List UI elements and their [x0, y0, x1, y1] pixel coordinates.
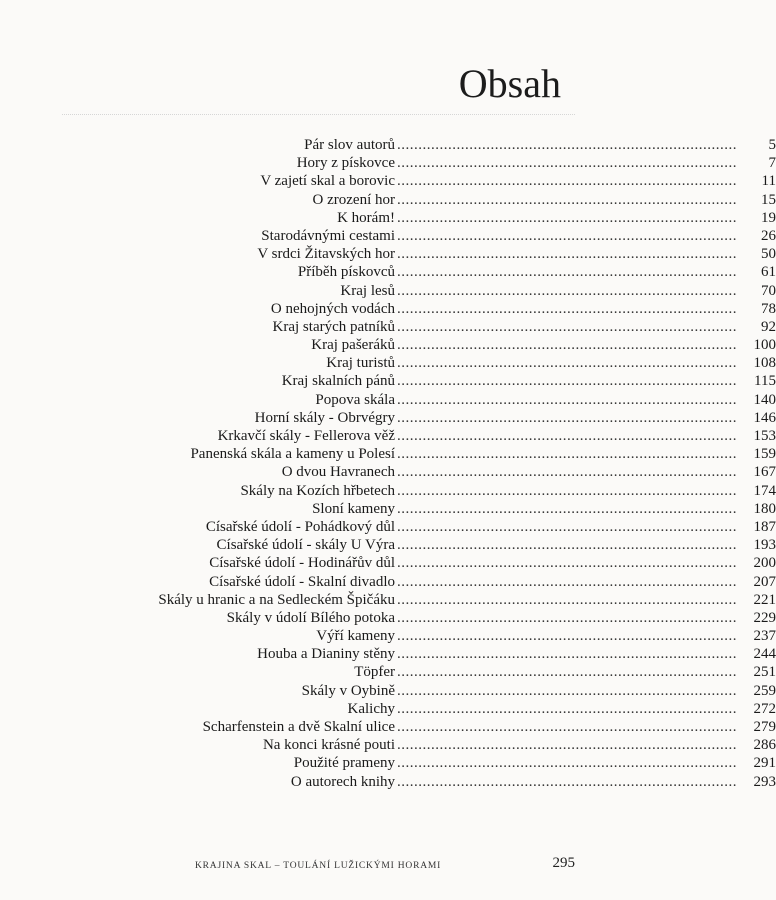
toc-entry-page: 78 [761, 300, 776, 317]
toc-entry-title: Na konci krásné pouti [262, 737, 395, 754]
table-of-contents [0, 136, 776, 791]
toc-entry[interactable] [0, 536, 776, 554]
toc-entry-page: 159 [753, 446, 776, 463]
page-number: 295 [552, 855, 575, 871]
toc-leader-dots: ................................................................................ [397, 373, 737, 390]
toc-entry[interactable] [0, 354, 776, 372]
toc-entry[interactable] [0, 445, 776, 463]
toc-entry[interactable] [0, 573, 776, 591]
toc-entry-title: Příběh pískovců [297, 264, 395, 281]
toc-entry-title: Skály u hranic a na Sedleckém Špičáku [158, 591, 395, 608]
toc-entry[interactable] [0, 318, 776, 336]
toc-entry[interactable] [0, 391, 776, 409]
toc-entry-page: 237 [753, 628, 776, 645]
title-divider [62, 114, 575, 115]
toc-leader-dots: ................................................................................ [397, 282, 737, 299]
toc-entry-title: Kraj starých patníků [272, 318, 395, 335]
toc-leader-dots: ................................................................................ [397, 609, 737, 626]
toc-leader-dots: ................................................................................ [397, 191, 737, 208]
toc-entry-page: 70 [761, 282, 776, 299]
toc-entry-title: V zajetí skal a borovic [260, 173, 395, 190]
toc-entry-title: Pár slov autorů [304, 137, 395, 153]
toc-leader-dots: ................................................................................ [397, 155, 737, 172]
toc-entry[interactable] [0, 754, 776, 772]
toc-entry[interactable] [0, 409, 776, 427]
toc-entry-page: 207 [753, 573, 776, 590]
toc-entry-title: Popova skála [315, 391, 395, 408]
toc-entry[interactable] [0, 645, 776, 663]
toc-entry[interactable] [0, 554, 776, 572]
toc-entry-page: 100 [753, 337, 776, 354]
toc-entry-title: K horám! [337, 209, 395, 226]
toc-entry[interactable] [0, 372, 776, 390]
toc-entry[interactable] [0, 663, 776, 681]
toc-entry-page: 200 [753, 555, 776, 572]
toc-entry-page: 279 [753, 719, 776, 735]
toc-leader-dots: ................................................................................ [397, 446, 737, 463]
toc-entry-title: Starodávnými cestami [261, 227, 395, 244]
toc-entry-page: 26 [761, 227, 776, 244]
toc-entry[interactable] [0, 245, 776, 263]
toc-entry-title: Kraj lesů [340, 282, 395, 299]
toc-leader-dots: ................................................................................ [397, 209, 737, 226]
toc-entry-title: Císařské údolí - Skalní divadlo [209, 573, 395, 590]
toc-leader-dots: ................................................................................ [397, 719, 737, 735]
toc-leader-dots: ................................................................................ [397, 646, 737, 663]
toc-entry-page: 167 [753, 464, 776, 481]
toc-entry[interactable] [0, 282, 776, 300]
toc-entry-page: 187 [753, 518, 776, 535]
toc-entry-title: Scharfenstein a dvě Skalní ulice [202, 719, 395, 735]
toc-leader-dots: ................................................................................ [397, 682, 737, 699]
toc-leader-dots: ................................................................................ [397, 173, 737, 190]
page-title: Obsah [458, 61, 561, 106]
toc-entry-title: Sloní kameny [312, 500, 395, 517]
toc-entry-page: 180 [753, 500, 776, 517]
toc-entry-title: Panenská skála a kameny u Polesí [190, 446, 395, 463]
toc-entry[interactable] [0, 700, 776, 718]
toc-entry-title: O dvou Havranech [281, 464, 395, 481]
toc-leader-dots: ................................................................................ [397, 500, 737, 517]
toc-entry-page: 92 [761, 318, 776, 335]
running-footer: KRAJINA SKAL – TOULÁNÍ LUŽICKÝMI HORAMI [195, 861, 442, 871]
toc-leader-dots: ................................................................................ [397, 137, 737, 153]
toc-entry[interactable] [0, 482, 776, 500]
toc-leader-dots: ................................................................................ [397, 773, 737, 790]
toc-entry-page: 11 [761, 173, 776, 190]
toc-entry[interactable] [0, 500, 776, 518]
toc-entry-title: Krkavčí skály - Fellerova věž [217, 428, 395, 444]
toc-entry-page: 272 [753, 700, 776, 717]
toc-entry-title: Kraj pašeráků [311, 337, 395, 354]
toc-entry[interactable] [0, 136, 776, 154]
toc-entry-title: Hory z pískovce [296, 155, 395, 172]
toc-entry-page: 293 [753, 773, 776, 790]
toc-entry-title: Císařské údolí - skály U Výra [216, 537, 395, 554]
toc-entry[interactable] [0, 627, 776, 645]
toc-entry[interactable] [0, 209, 776, 227]
toc-entry[interactable] [0, 154, 776, 172]
toc-entry-page: 259 [753, 682, 776, 699]
toc-entry[interactable] [0, 591, 776, 609]
toc-entry-page: 174 [753, 482, 776, 499]
toc-entry-page: 291 [753, 755, 776, 772]
toc-entry[interactable] [0, 736, 776, 754]
toc-entry[interactable] [0, 336, 776, 354]
toc-entry[interactable] [0, 718, 776, 736]
toc-leader-dots: ................................................................................ [397, 537, 737, 554]
toc-leader-dots: ................................................................................ [397, 555, 737, 572]
toc-leader-dots: ................................................................................ [397, 755, 737, 772]
toc-leader-dots: ................................................................................ [397, 318, 737, 335]
toc-leader-dots: ................................................................................ [397, 227, 737, 244]
toc-entry-title: Kraj skalních pánů [281, 373, 395, 390]
toc-entry-title: Císařské údolí - Hodinářův důl [209, 555, 395, 572]
toc-leader-dots: ................................................................................ [397, 355, 737, 372]
toc-leader-dots: ................................................................................ [397, 246, 737, 263]
toc-entry-title: Horní skály - Obrvégry [254, 409, 395, 426]
toc-entry-title: Použité prameny [293, 755, 395, 772]
toc-entry-page: 50 [761, 246, 776, 263]
toc-entry-page: 146 [753, 409, 776, 426]
toc-entry-page: 15 [761, 191, 776, 208]
toc-leader-dots: ................................................................................ [397, 737, 737, 754]
toc-entry-page: 115 [754, 373, 776, 390]
toc-entry[interactable] [0, 263, 776, 281]
toc-entry-title: O zrození hor [312, 191, 395, 208]
toc-entry-page: 7 [768, 155, 776, 172]
toc-entry[interactable] [0, 773, 776, 791]
toc-entry-title: Skály v údolí Bílého potoka [226, 609, 395, 626]
toc-leader-dots: ................................................................................ [397, 428, 737, 444]
toc-leader-dots: ................................................................................ [397, 573, 737, 590]
toc-entry[interactable] [0, 518, 776, 536]
toc-entry[interactable] [0, 609, 776, 627]
toc-entry[interactable] [0, 463, 776, 481]
toc-entry-page: 251 [753, 664, 776, 681]
toc-leader-dots: ................................................................................ [397, 391, 737, 408]
toc-entry-title: Töpfer [354, 664, 395, 681]
toc-entry-title: Skály v Oybině [301, 682, 395, 699]
toc-leader-dots: ................................................................................ [397, 482, 737, 499]
toc-entry-title: Kraj turistů [326, 355, 395, 372]
toc-leader-dots: ................................................................................ [397, 700, 737, 717]
toc-entry-page: 244 [753, 646, 776, 663]
toc-entry-page: 221 [753, 591, 776, 608]
toc-entry-title: Císařské údolí - Pohádkový důl [205, 518, 395, 535]
toc-entry-title: V srdci Žitavských hor [257, 246, 395, 263]
toc-entry-title: O nehojných vodách [270, 300, 395, 317]
toc-entry-page: 108 [753, 355, 776, 372]
toc-entry-page: 229 [753, 609, 776, 626]
toc-leader-dots: ................................................................................ [397, 518, 737, 535]
toc-entry-page: 286 [753, 737, 776, 754]
toc-entry-page: 19 [761, 209, 776, 226]
toc-leader-dots: ................................................................................ [397, 628, 737, 645]
toc-entry-page: 153 [753, 428, 776, 444]
toc-entry-title: Výří kameny [316, 628, 395, 645]
toc-entry-title: Skály na Kozích hřbetech [240, 482, 395, 499]
toc-entry-title: Kalichy [347, 700, 395, 717]
toc-leader-dots: ................................................................................ [397, 591, 737, 608]
toc-entry-page: 61 [761, 264, 776, 281]
toc-entry[interactable] [0, 172, 776, 190]
toc-entry[interactable] [0, 227, 776, 245]
toc-leader-dots: ................................................................................ [397, 464, 737, 481]
toc-leader-dots: ................................................................................ [397, 264, 737, 281]
toc-leader-dots: ................................................................................ [397, 337, 737, 354]
toc-entry[interactable] [0, 300, 776, 318]
toc-leader-dots: ................................................................................ [397, 409, 737, 426]
toc-entry-page: 140 [753, 391, 776, 408]
toc-entry[interactable] [0, 191, 776, 209]
toc-entry[interactable] [0, 682, 776, 700]
toc-entry[interactable] [0, 427, 776, 445]
toc-leader-dots: ................................................................................ [397, 664, 737, 681]
toc-entry-page: 5 [768, 137, 776, 153]
toc-entry-title: Houba a Dianiny stěny [257, 646, 395, 663]
toc-leader-dots: ................................................................................ [397, 300, 737, 317]
toc-entry-title: O autorech knihy [290, 773, 395, 790]
toc-entry-page: 193 [753, 537, 776, 554]
